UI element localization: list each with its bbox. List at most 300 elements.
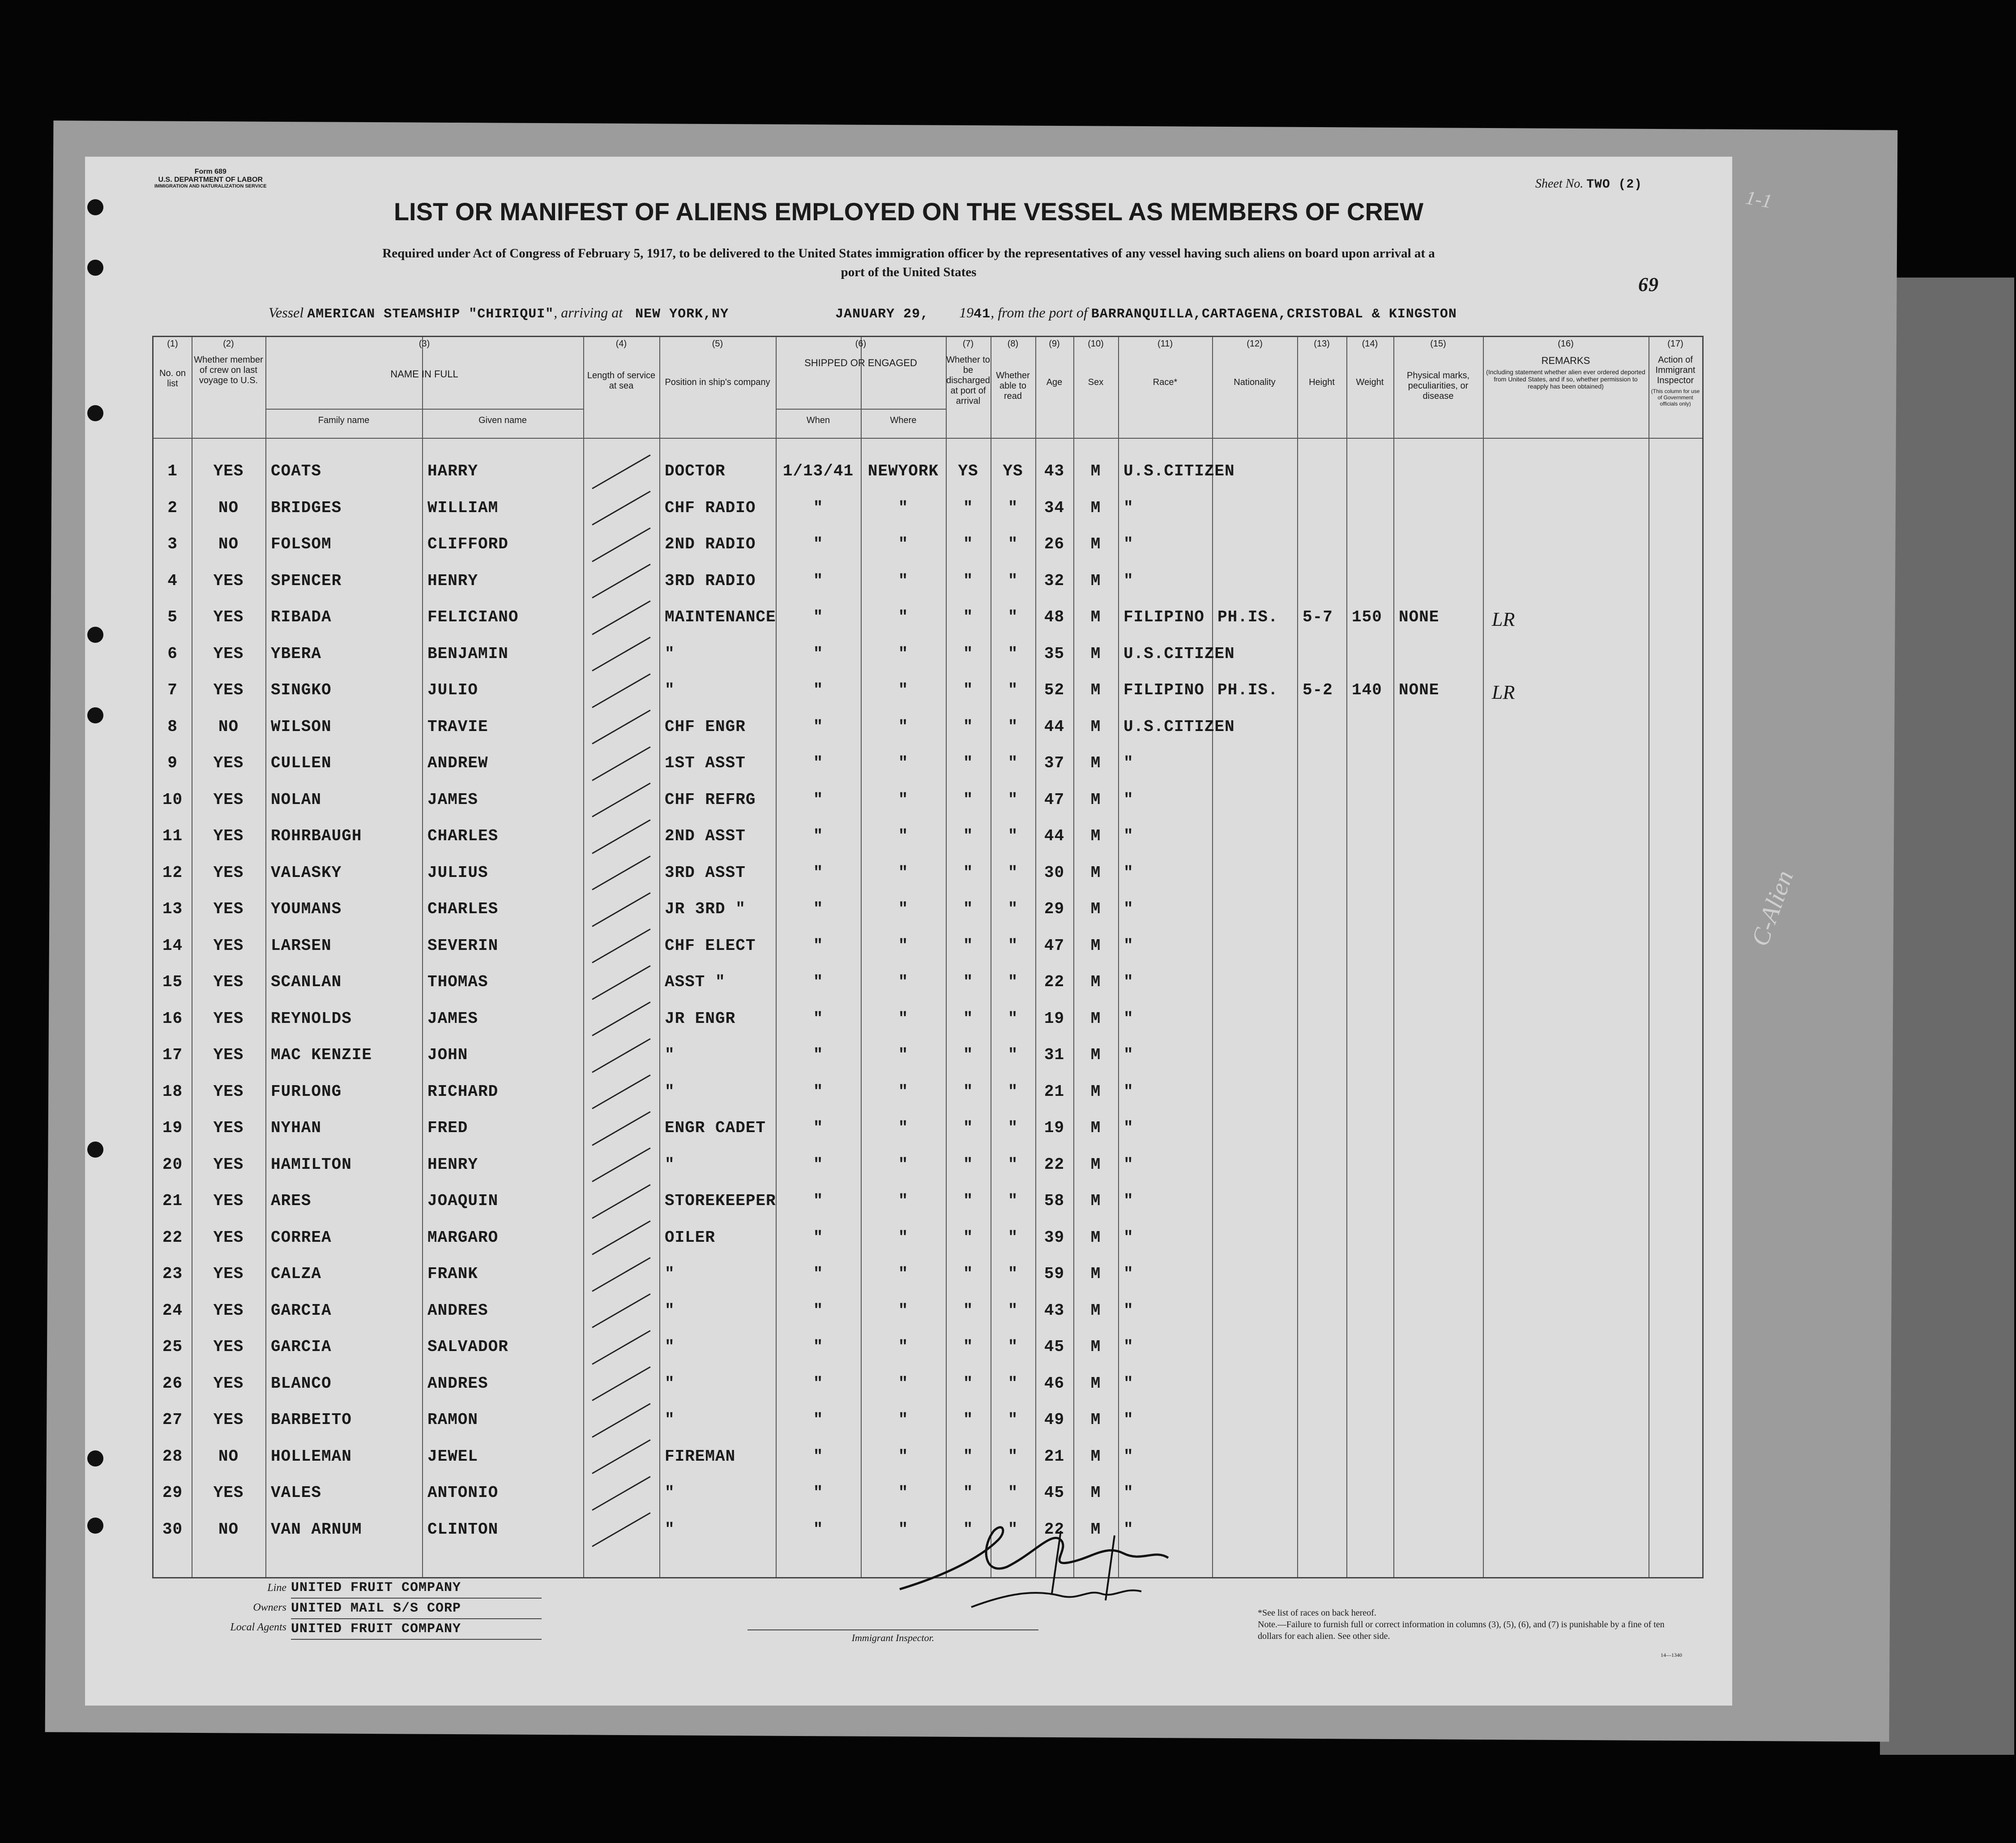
cell-sex: M <box>1090 1046 1101 1064</box>
column-header-c2: Whether member of crew on last voyage to U.S. <box>194 355 263 385</box>
cell-disch: " <box>963 1119 974 1137</box>
cell-family: NOLAN <box>271 790 322 809</box>
cell-read: " <box>1008 608 1018 626</box>
cell-sex: M <box>1090 1484 1101 1502</box>
cell-race: " <box>1123 827 1134 845</box>
service-length-tick <box>592 1147 650 1182</box>
margin-note-top: 1-1 <box>1744 186 1774 213</box>
cell-last: YES <box>213 900 244 918</box>
cell-age: 47 <box>1044 936 1065 955</box>
cell-position: STOREKEEPER <box>665 1192 776 1210</box>
column-header-c13: Height <box>1309 377 1335 387</box>
cell-age: 46 <box>1044 1374 1065 1393</box>
cell-height: 5-7 <box>1303 608 1333 626</box>
cell-given: CLINTON <box>427 1520 499 1539</box>
cell-position: 2ND RADIO <box>665 535 756 553</box>
table-row <box>154 529 1702 565</box>
column-header-c17: Action of Immigrant Inspector <box>1655 355 1696 385</box>
footer-values <box>291 1578 542 1640</box>
cell-no: 12 <box>162 863 183 882</box>
cell-age: 45 <box>1044 1484 1065 1502</box>
cell-race: " <box>1123 1192 1134 1210</box>
cell-position: " <box>665 1338 675 1356</box>
form-header-block <box>154 168 267 189</box>
cell-last: YES <box>213 1155 244 1174</box>
cell-given: ANDRES <box>427 1301 488 1320</box>
cell-race: " <box>1123 936 1134 955</box>
cell-given: WILLIAM <box>427 498 499 517</box>
cell-sex: M <box>1090 936 1101 955</box>
cell-when: 1/13/41 <box>782 462 854 480</box>
column-header-c3: NAME IN FULL <box>390 368 458 380</box>
cell-position: CHF ELECT <box>665 936 756 955</box>
cell-disch: " <box>963 571 974 590</box>
cell-position: FIREMAN <box>665 1447 736 1466</box>
cell-race: " <box>1123 900 1134 918</box>
crew-table <box>152 336 1704 1578</box>
service-length-tick <box>592 746 650 781</box>
service-length-tick <box>592 892 650 927</box>
cell-where: " <box>898 1228 909 1247</box>
table-row <box>154 1368 1702 1405</box>
cell-where: " <box>898 1520 909 1539</box>
cell-age: 49 <box>1044 1411 1065 1429</box>
cell-age: 43 <box>1044 462 1065 480</box>
cell-last: NO <box>218 535 239 553</box>
cell-race: " <box>1123 498 1134 517</box>
cell-remarks: LR <box>1492 608 1515 630</box>
cell-age: 19 <box>1044 1009 1065 1028</box>
cell-read: " <box>1008 936 1018 955</box>
cell-where: " <box>898 1082 909 1101</box>
cell-family: YOUMANS <box>271 900 342 918</box>
table-row <box>154 711 1702 748</box>
column-number: (17) <box>1667 339 1683 349</box>
cell-sex: M <box>1090 1374 1101 1393</box>
table-row <box>154 857 1702 894</box>
column-number: (3) <box>419 339 430 349</box>
cell-age: 45 <box>1044 1338 1065 1356</box>
cell-position: 3RD ASST <box>665 863 746 882</box>
cell-when: " <box>813 900 824 918</box>
cell-where: " <box>898 1155 909 1174</box>
cell-position: JR ENGR <box>665 1009 736 1028</box>
cell-disch: " <box>963 1192 974 1210</box>
notes-block <box>1258 1607 1683 1642</box>
cell-family: BLANCO <box>271 1374 332 1393</box>
cell-no: 20 <box>162 1155 183 1174</box>
column-header-c8: Whether able to read <box>996 371 1030 401</box>
cell-family: RIBADA <box>271 608 332 626</box>
table-row <box>154 748 1702 784</box>
punch-hole <box>87 1142 103 1158</box>
cell-age: 22 <box>1044 1520 1065 1539</box>
cell-last: YES <box>213 1411 244 1429</box>
cell-when: " <box>813 1155 824 1174</box>
cell-race: " <box>1123 1484 1134 1502</box>
cell-read: " <box>1008 498 1018 517</box>
cell-when: " <box>813 754 824 772</box>
cell-no: 7 <box>167 681 178 699</box>
cell-disch: " <box>963 1009 974 1028</box>
cell-sex: M <box>1090 1155 1101 1174</box>
cell-no: 17 <box>162 1046 183 1064</box>
cell-last: NO <box>218 1447 239 1466</box>
cell-disch: " <box>963 535 974 553</box>
cell-where: " <box>898 1265 909 1283</box>
punch-hole <box>87 199 103 215</box>
cell-race: " <box>1123 1338 1134 1356</box>
cell-race: " <box>1123 973 1134 991</box>
table-row <box>154 930 1702 967</box>
inspector-signature <box>891 1504 1204 1616</box>
cell-last: YES <box>213 1119 244 1137</box>
cell-race: " <box>1123 1520 1134 1539</box>
cell-when: " <box>813 608 824 626</box>
cell-last: YES <box>213 1301 244 1320</box>
cell-where: " <box>898 1046 909 1064</box>
cell-age: 21 <box>1044 1082 1065 1101</box>
cell-family: VAN ARNUM <box>271 1520 362 1539</box>
table-row <box>154 1076 1702 1113</box>
column-header-c11: Race* <box>1153 377 1178 387</box>
cell-family: WILSON <box>271 717 332 736</box>
cell-read: " <box>1008 863 1018 882</box>
column-number: (11) <box>1157 339 1173 349</box>
cell-family: YBERA <box>271 644 322 663</box>
cell-read: " <box>1008 571 1018 590</box>
cell-family: HAMILTON <box>271 1155 352 1174</box>
cell-no: 1 <box>167 462 178 480</box>
cell-race: " <box>1123 1046 1134 1064</box>
cell-family: BRIDGES <box>271 498 342 517</box>
cell-disch: " <box>963 1228 974 1247</box>
cell-last: YES <box>213 1046 244 1064</box>
service-length-tick <box>592 1111 650 1146</box>
cell-family: NYHAN <box>271 1119 322 1137</box>
cell-disch: " <box>963 936 974 955</box>
cell-no: 5 <box>167 608 178 626</box>
table-row <box>154 1185 1702 1222</box>
column-header-c10: Sex <box>1088 377 1104 387</box>
year-prefix: 19 <box>959 304 974 321</box>
column-number: (2) <box>223 339 234 349</box>
cell-when: " <box>813 1119 824 1137</box>
service-length-tick <box>592 1293 650 1328</box>
cell-no: 2 <box>167 498 178 517</box>
cell-when: " <box>813 1046 824 1064</box>
cell-when: " <box>813 1192 824 1210</box>
cell-family: REYNOLDS <box>271 1009 352 1028</box>
cell-position: " <box>665 1374 675 1393</box>
cell-read: " <box>1008 1082 1018 1101</box>
service-length-tick <box>592 527 650 562</box>
cell-where: " <box>898 1192 909 1210</box>
cell-position: OILER <box>665 1228 716 1247</box>
cell-race: U.S.CITIZEN <box>1123 462 1235 480</box>
cell-marks: NONE <box>1399 681 1439 699</box>
cell-read: " <box>1008 827 1018 845</box>
cell-age: 31 <box>1044 1046 1065 1064</box>
cell-age: 44 <box>1044 827 1065 845</box>
cell-last: YES <box>213 644 244 663</box>
service-length-tick <box>592 637 650 671</box>
cell-where: " <box>898 1411 909 1429</box>
cell-age: 58 <box>1044 1192 1065 1210</box>
cell-read: " <box>1008 1301 1018 1320</box>
table-row <box>154 1404 1702 1441</box>
cell-disch: YS <box>958 462 978 480</box>
page-title: LIST OR MANIFEST OF ALIENS EMPLOYED ON THE VESSEL AS MEMBERS OF CREW <box>393 197 1424 226</box>
table-row <box>154 1222 1702 1259</box>
service-length-tick <box>592 1512 650 1547</box>
punch-hole <box>87 627 103 643</box>
cell-last: YES <box>213 790 244 809</box>
column-header-c1: No. on list <box>159 368 186 389</box>
cell-last: NO <box>218 717 239 736</box>
table-row <box>154 894 1702 930</box>
footer-labels <box>206 1578 286 1637</box>
cell-no: 23 <box>162 1265 183 1283</box>
cell-disch: " <box>963 827 974 845</box>
cell-position: ENGR CADET <box>665 1119 766 1137</box>
table-row <box>154 1258 1702 1295</box>
cell-last: NO <box>218 1520 239 1539</box>
cell-when: " <box>813 1411 824 1429</box>
cell-last: YES <box>213 1374 244 1393</box>
form-number: Form 689 <box>194 168 226 175</box>
cell-read: " <box>1008 644 1018 663</box>
cell-given: HENRY <box>427 1155 478 1174</box>
cell-race: " <box>1123 1009 1134 1028</box>
cell-where: " <box>898 1484 909 1502</box>
cell-no: 6 <box>167 644 178 663</box>
cell-age: 21 <box>1044 1447 1065 1466</box>
cell-where: " <box>898 717 909 736</box>
cell-given: FELICIANO <box>427 608 519 626</box>
cell-read: " <box>1008 1009 1018 1028</box>
cell-when: " <box>813 1082 824 1101</box>
cell-weight: 140 <box>1352 681 1382 699</box>
cell-family: COATS <box>271 462 322 480</box>
cell-sex: M <box>1090 1411 1101 1429</box>
cell-when: " <box>813 1520 824 1539</box>
cell-read: " <box>1008 1338 1018 1356</box>
cell-read: " <box>1008 1265 1018 1283</box>
races-note: *See list of races on back hereof. <box>1258 1608 1376 1618</box>
cell-age: 37 <box>1044 754 1065 772</box>
service-length-tick <box>592 819 650 854</box>
punch-hole <box>87 405 103 421</box>
cell-age: 48 <box>1044 608 1065 626</box>
cell-age: 19 <box>1044 1119 1065 1137</box>
column-number: (7) <box>962 339 974 349</box>
column-header-c3a: Family name <box>318 415 370 425</box>
cell-height: 5-2 <box>1303 681 1333 699</box>
cell-given: HENRY <box>427 571 478 590</box>
service-length-tick <box>592 1220 650 1255</box>
cell-disch: " <box>963 1046 974 1064</box>
cell-sex: M <box>1090 1082 1101 1101</box>
column-header-c16: REMARKS <box>1541 355 1590 366</box>
cell-race: " <box>1123 571 1134 590</box>
cell-where: " <box>898 498 909 517</box>
cell-where: " <box>898 1447 909 1466</box>
margin-note-side: C-Alien <box>1746 867 1799 950</box>
cell-where: " <box>898 1009 909 1028</box>
cell-race: " <box>1123 1082 1134 1101</box>
cell-family: CULLEN <box>271 754 332 772</box>
cell-sex: M <box>1090 498 1101 517</box>
cell-race: " <box>1123 1155 1134 1174</box>
cell-race: U.S.CITIZEN <box>1123 717 1235 736</box>
cell-last: YES <box>213 608 244 626</box>
cell-no: 18 <box>162 1082 183 1101</box>
cell-position: MAINTENANCE <box>665 608 776 626</box>
cell-position: " <box>665 644 675 663</box>
column-number: (4) <box>615 339 627 349</box>
cell-given: TRAVIE <box>427 717 488 736</box>
inspector-signature-line: Immigrant Inspector. <box>747 1629 1038 1644</box>
cell-age: 32 <box>1044 571 1065 590</box>
cell-where: " <box>898 863 909 882</box>
page-subtitle <box>152 244 1665 282</box>
cell-sex: M <box>1090 1301 1101 1320</box>
cell-family: SINGKO <box>271 681 332 699</box>
cell-position: " <box>665 1046 675 1064</box>
subheader-rule <box>265 409 583 410</box>
cell-when: " <box>813 1374 824 1393</box>
column-header-c17sub: (This column for use of Government officials only) <box>1651 388 1700 407</box>
column-number: (8) <box>1007 339 1019 349</box>
column-header-c6a: When <box>806 415 830 425</box>
cell-age: 47 <box>1044 790 1065 809</box>
cell-sex: M <box>1090 608 1101 626</box>
manifest-page <box>85 157 1732 1706</box>
table-row <box>154 602 1702 638</box>
service-length-tick <box>592 454 650 489</box>
column-number: (1) <box>167 339 178 349</box>
service-length-tick <box>592 1038 650 1073</box>
cell-age: 59 <box>1044 1265 1065 1283</box>
cell-given: JEWEL <box>427 1447 478 1466</box>
cell-read: " <box>1008 1228 1018 1247</box>
cell-no: 14 <box>162 936 183 955</box>
cell-race: U.S.CITIZEN <box>1123 644 1235 663</box>
column-header-c6b: Where <box>890 415 917 425</box>
column-header-c5: Position in ship's company <box>665 377 770 387</box>
cell-given: HARRY <box>427 462 478 480</box>
cell-no: 29 <box>162 1484 183 1502</box>
cell-read: " <box>1008 1520 1018 1539</box>
cell-disch: " <box>963 973 974 991</box>
cell-family: ARES <box>271 1192 312 1210</box>
cell-sex: M <box>1090 462 1101 480</box>
service-length-tick <box>592 855 650 890</box>
cell-where: " <box>898 1301 909 1320</box>
cell-last: NO <box>218 498 239 517</box>
cell-last: YES <box>213 973 244 991</box>
cell-given: FRED <box>427 1119 468 1137</box>
cell-where: " <box>898 608 909 626</box>
vessel-line <box>269 304 1457 322</box>
cell-age: 52 <box>1044 681 1065 699</box>
service-length-tick <box>592 710 650 744</box>
cell-read: " <box>1008 1447 1018 1466</box>
cell-position: CHF ENGR <box>665 717 746 736</box>
vessel-name: AMERICAN STEAMSHIP "CHIRIQUI" <box>307 307 554 322</box>
cell-disch: " <box>963 1411 974 1429</box>
cell-where: " <box>898 1374 909 1393</box>
column-header-c9: Age <box>1046 377 1063 387</box>
service-length-tick <box>592 673 650 708</box>
cell-when: " <box>813 973 824 991</box>
cell-position: " <box>665 1265 675 1283</box>
cell-given: JOHN <box>427 1046 468 1064</box>
cell-no: 11 <box>162 827 183 845</box>
cell-sex: M <box>1090 1009 1101 1028</box>
cell-given: RAMON <box>427 1411 478 1429</box>
cell-remarks: LR <box>1492 681 1515 703</box>
cell-given: JULIUS <box>427 863 488 882</box>
cell-sex: M <box>1090 863 1101 882</box>
cell-sex: M <box>1090 571 1101 590</box>
column-header-c16sub: (Including statement whether alien ever ordered deported from United States, and if so, whether permission to reapply has been obtained) <box>1486 368 1645 390</box>
column-header-c7: Whether to be discharged at port of arrival <box>946 355 990 406</box>
service-length-tick <box>592 1184 650 1219</box>
cell-race: " <box>1123 1265 1134 1283</box>
cell-sex: M <box>1090 754 1101 772</box>
cell-position: " <box>665 1484 675 1502</box>
punch-hole <box>87 1450 103 1467</box>
arrival-port: NEW YORK,NY <box>635 307 729 322</box>
cell-race: " <box>1123 1411 1134 1429</box>
column-number: (14) <box>1362 339 1378 349</box>
cell-no: 8 <box>167 717 178 736</box>
cell-last: YES <box>213 1228 244 1247</box>
punch-hole <box>87 707 103 723</box>
department: U.S. DEPARTMENT OF LABOR <box>158 175 263 184</box>
service-length-tick <box>592 1439 650 1474</box>
cell-no: 22 <box>162 1228 183 1247</box>
column-number: (15) <box>1430 339 1446 349</box>
cell-position: 2ND ASST <box>665 827 746 845</box>
cell-when: " <box>813 1447 824 1466</box>
cell-last: YES <box>213 1009 244 1028</box>
cell-given: BENJAMIN <box>427 644 508 663</box>
cell-race: " <box>1123 535 1134 553</box>
cell-disch: " <box>963 1155 974 1174</box>
cell-disch: " <box>963 863 974 882</box>
cell-given: MARGARO <box>427 1228 499 1247</box>
cell-where: " <box>898 790 909 809</box>
cell-where: " <box>898 754 909 772</box>
cell-when: " <box>813 1228 824 1247</box>
agents-label: Local Agents <box>230 1621 286 1633</box>
cell-no: 26 <box>162 1374 183 1393</box>
cell-family: SCANLAN <box>271 973 342 991</box>
cell-read: " <box>1008 790 1018 809</box>
cell-when: " <box>813 790 824 809</box>
cell-disch: " <box>963 1338 974 1356</box>
cell-marks: NONE <box>1399 608 1439 626</box>
arrival-year: 41 <box>974 307 991 322</box>
subtitle-line-2: port of the United States <box>841 265 977 280</box>
table-row <box>154 966 1702 1003</box>
table-row <box>154 784 1702 821</box>
cell-disch: " <box>963 1082 974 1101</box>
cell-age: 29 <box>1044 900 1065 918</box>
